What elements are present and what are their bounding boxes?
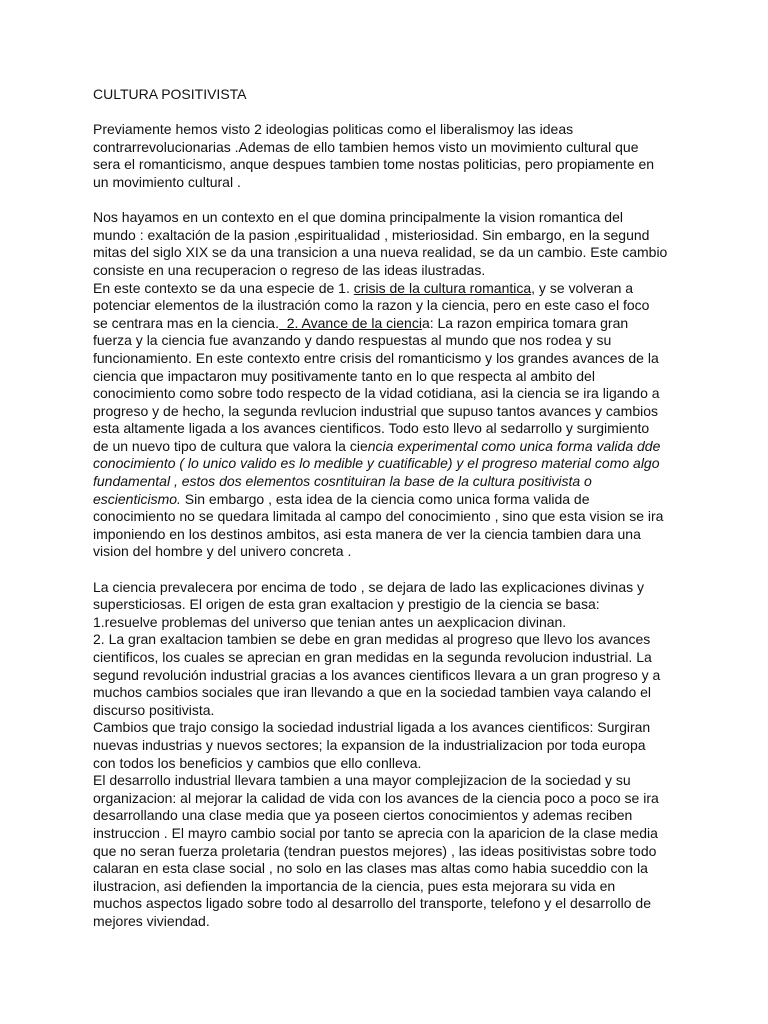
text-line: muchos aspectos ligado sobre todo al desarrollo del transporte, telefono y el desarrollo de [93,895,651,912]
underlined-term: 2. Avance de la cienci [278,314,422,331]
italic-text: escienticismo. [93,490,181,507]
paragraph-gap [93,561,728,579]
text-line: un movimiento cultural . [93,173,241,190]
text-line: organizacion: al mejorar la calidad de vida con los avances de la ciencia poco a poco se ira [93,789,659,806]
text-line: progreso y de hecho, la segunda revlucion industrial que supuso tantos avances y cambios [93,402,659,419]
text-line: La ciencia prevalecera por encima de todo , se dejara de lado las explicaciones divinas y [93,578,644,595]
text-span: a: La razon empirica tomara gran [421,314,629,331]
text-span: de un nuevo tipo de cultura que valora la cie [93,437,368,454]
text-line: instruccion . El mayro cambio social por tanto se aprecia con la aparicion de la clase media [93,824,658,841]
underlined-term: crisis de la cultura romantica [353,279,532,296]
text-line [93,491,728,509]
text-line: Nos hayamos en un contexto en el que domina principalmente la vision romantica del [93,209,623,226]
italic-line: fundamental , estos dos elementos cosntituiran la base de la cultura positivista o [93,473,592,490]
paragraph-gap [93,192,728,210]
text-span: , y se volveran a [531,279,634,296]
text-line: fuerza y la ciencia fue avanzando y dando respuestas al mundo que nos rodea y su [93,332,612,349]
text-line: con todos los beneficios y cambios que ello conlleva. [93,754,422,771]
text-line: discurso positivista. [93,701,215,718]
text-line: nuevas industrias y nuevos sectores; la expansion de la industrializacion por toda europa [93,736,646,753]
text-line: El desarrollo industrial llevara tambien a una mayor complejizacion de la sociedad y su [93,772,631,789]
text-span: En este contexto se da una especie de 1. [93,279,354,296]
text-line: esta altamente ligada a los avances cientificos. Todo esto llevo al sedarrollo y surgimiento [93,420,650,437]
text-line: calaran en esta clase social , no solo en las clases mas altas como habia suceddio con la [93,860,648,877]
text-line: contrarrevolucionarias .Ademas de ello tambien hemos visto un movimiento cultural que [93,138,639,155]
text-line: sera el romanticismo, anque despues tambien tome nostas politicias, pero propiamente en [93,156,655,173]
text-line: muchos cambios sociales que iran llevando a que en la sociedad tambien vaya calando el [93,684,652,701]
text-line: potenciar elementos de la ilustración como la razon y la ciencia, pero en este caso el foco [93,297,650,314]
text-line: 2. La gran exaltacion tambien se debe en gran medidas al progreso que llevo los avances [93,631,651,648]
text-line [93,280,728,298]
text-line: ciencia que impactaron muy positivamente tanto en lo que respecta al ambito del [93,367,595,384]
paragraph-crisis [93,280,728,562]
paragraph-gap [93,104,728,122]
text-line: conocimiento como sobre todo respecto de la vidad cotidiana, asi la ciencia se ira ligando a [93,385,660,402]
text-line: Cambios que trajo consigo la sociedad industrial ligada a los avances cientificos: Surgiran [93,719,651,736]
italic-line: conocimiento ( lo unico valido es lo medible y cuatificable) y el progreso material como algo [93,455,660,472]
paragraph-context [93,209,728,279]
text-line: Previamente hemos visto 2 ideologias politicas como el liberalismoy las ideas [93,121,574,138]
text-line: imponiendo en los destinos ambitos, asi esta manera de ver la ciencia tambien dara una [93,525,641,542]
text-line: vision del hombre y del univero concreta . [93,543,352,560]
text-line: ilustracion, asi defienden la importancia de la ciencia, pues esta mejorara su vida en [93,877,616,894]
text-line: que no seran fuerza proletaria (tendran puestos mejores) , las ideas positivistas sobre todo [93,842,657,859]
italic-text: ncia experimental como unica forma valida dde [367,437,661,454]
paragraph-intro [93,121,728,191]
text-span: se centrara mas en la ciencia. [93,314,279,331]
text-line: mejores viviendad. [93,912,210,929]
text-line: mundo : exaltación de la pasion ,espiritualidad , misteriosidad. Sin embargo, en la segund [93,226,650,243]
text-line: desarrollando una clase media que ya poseen ciertos conocimientos y ademas reciben [93,807,633,824]
text-line: supersticiosas. El origen de esta gran exaltacion y prestigio de la ciencia se basa: [93,596,600,613]
text-line: mitas del siglo XIX se da una transicion a una nueva realidad, se da un cambio. Este cambio [93,244,668,261]
text-line: 1.resuelve problemas del universo que tenian antes un aexplicacion divinan. [93,613,567,630]
text-line: conocimiento no se quedara limitada al campo del conocimiento , sino que esta vision se ira [93,508,664,525]
paragraph-science [93,579,728,931]
text-line: cientificos, los cuales se aprecian en gran medidas en la segunda revolucion industrial. La [93,649,652,665]
text-span: Sin embargo , esta idea de la ciencia como unica forma valida de [180,490,590,507]
text-line: segund revolución industrial gracias a los avances cientificos llevara a un gran progreso y a [93,666,661,683]
text-line [93,315,728,333]
text-line: funcionamiento. En este contexto entre crisis del romanticismo y los grandes avances de la [93,349,659,366]
text-line: consiste en una recuperacion o regreso de las ideas ilustradas. [93,261,486,278]
text-line [93,438,728,456]
document-title: CULTURA POSITIVISTA [93,86,247,102]
